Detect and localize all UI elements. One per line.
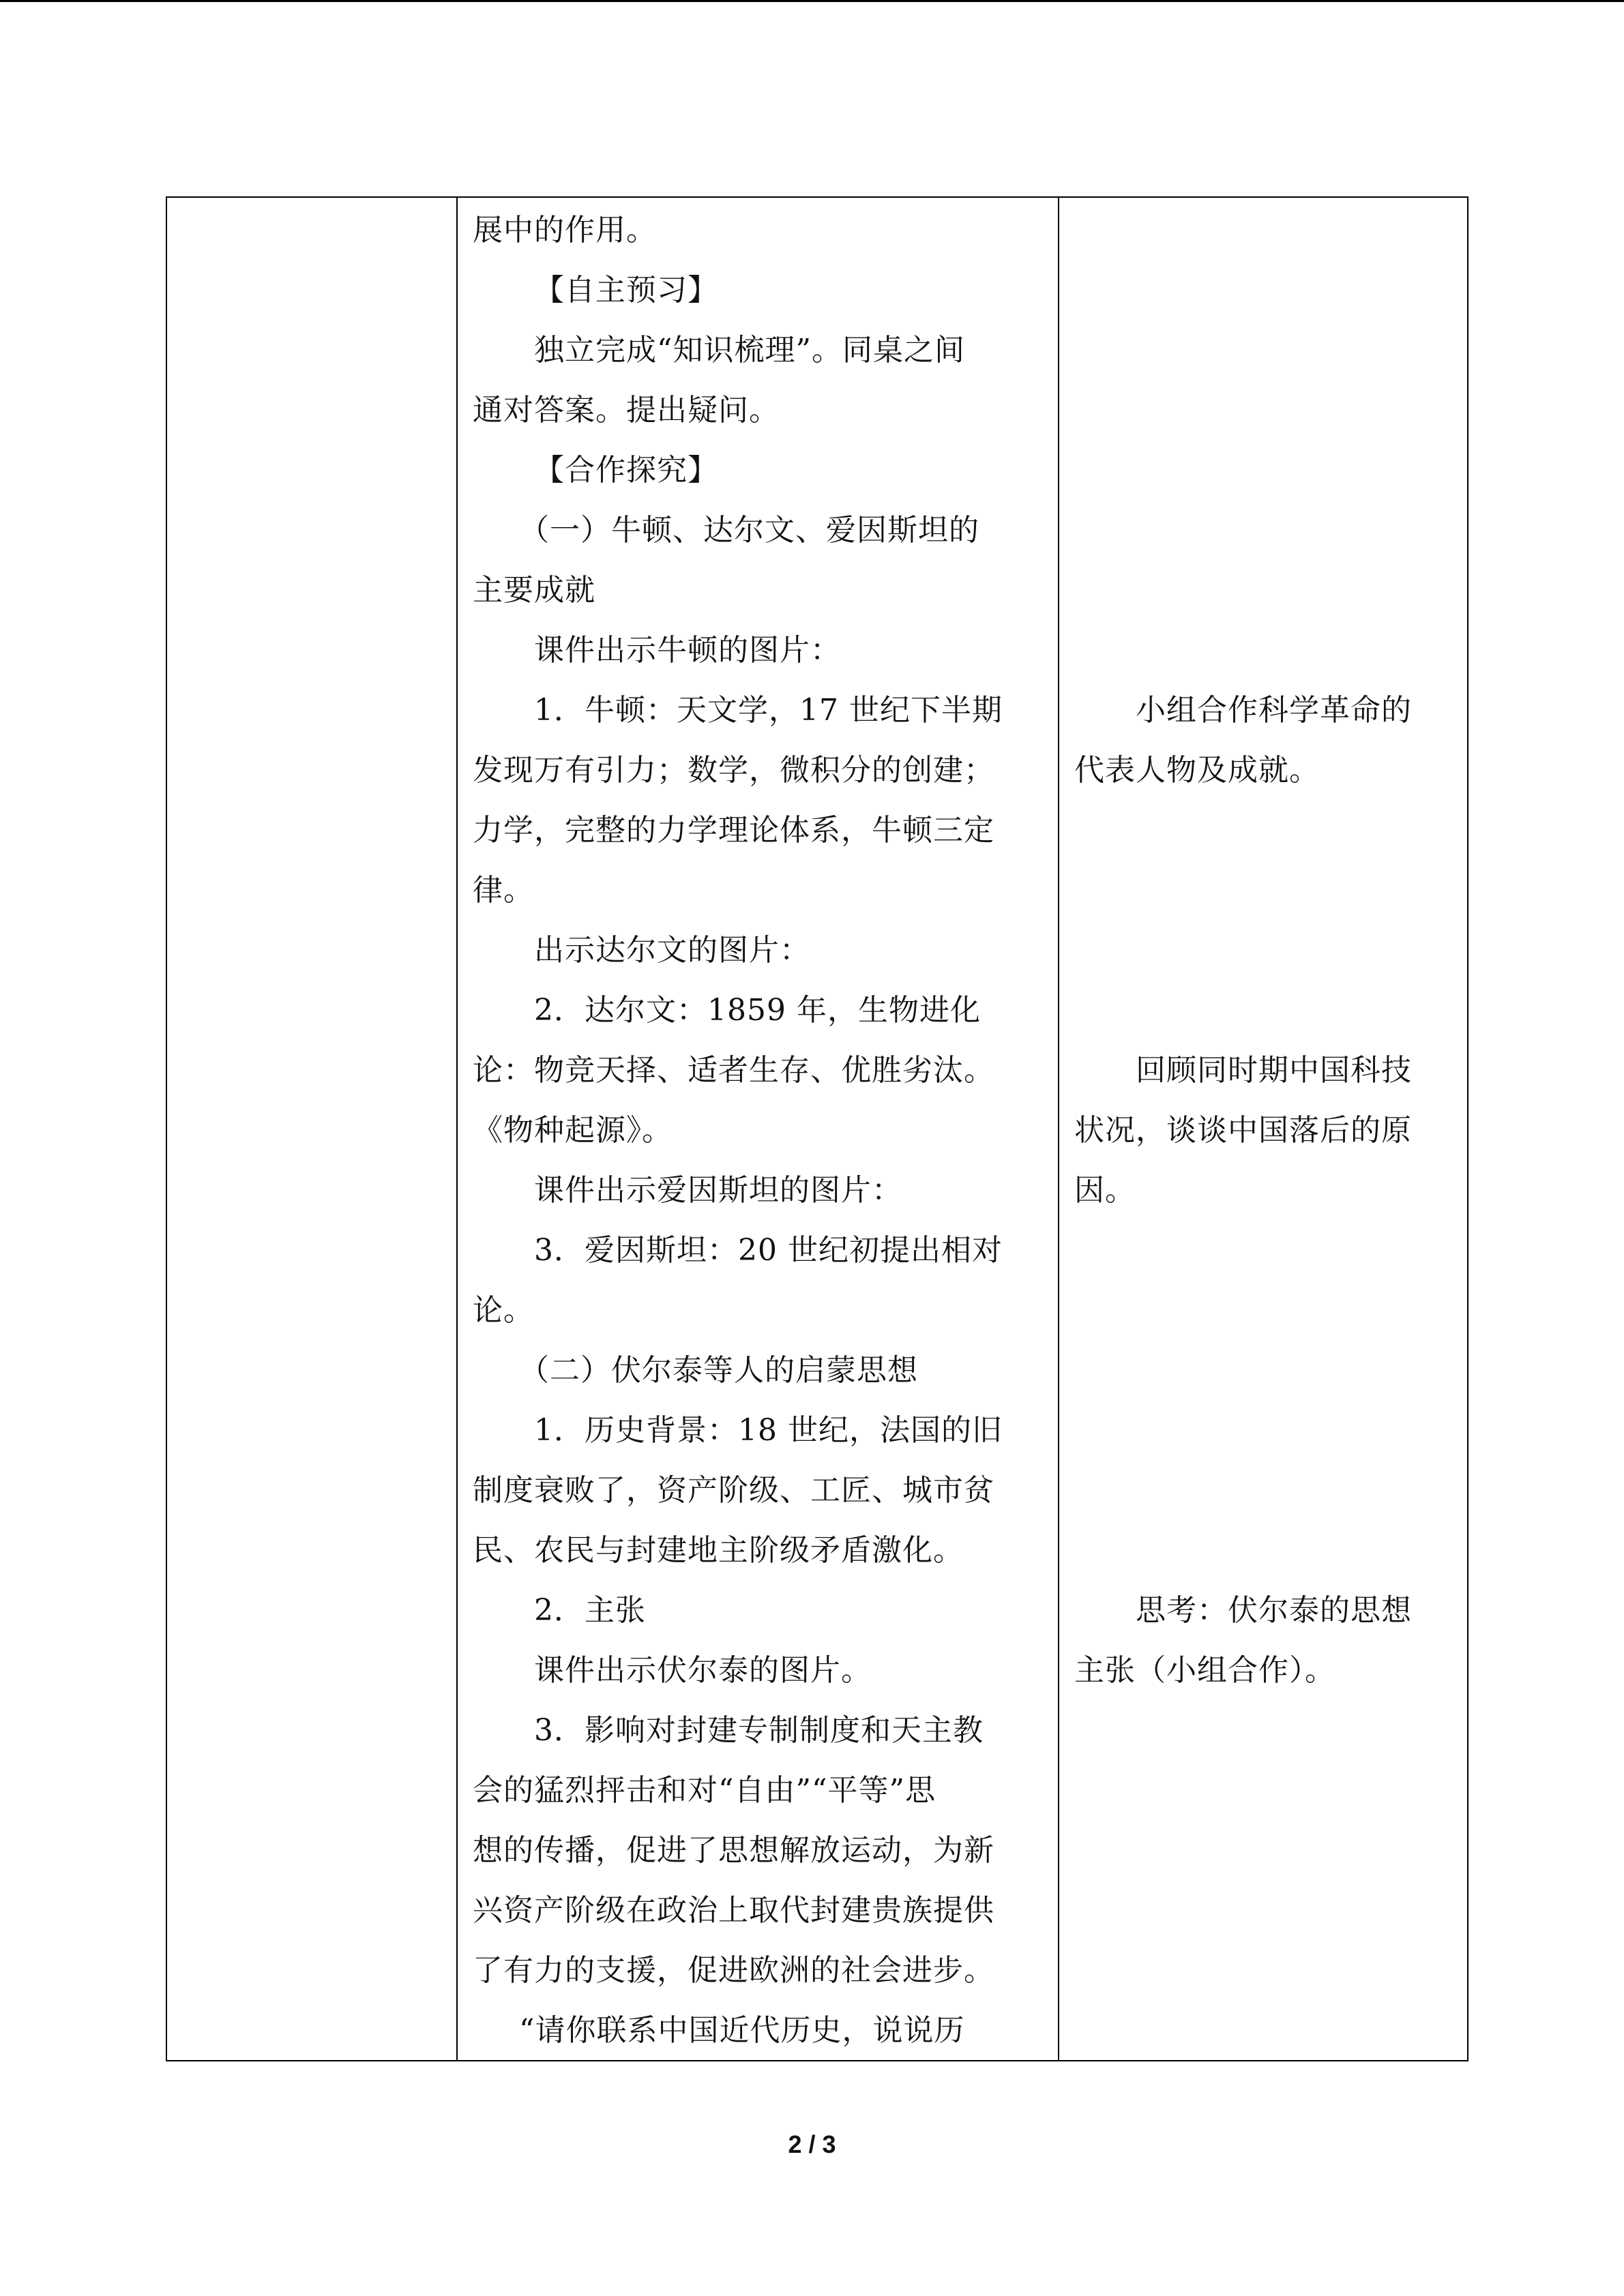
- top-border-line: [0, 0, 1624, 2]
- text-line: 发现万有引力；数学，微积分的创建；: [473, 753, 994, 788]
- text-line: 力学，完整的力学理论体系，牛顿三定: [473, 813, 994, 848]
- text-line: 2．达尔文：1859 年，生物进化: [534, 993, 981, 1028]
- subsection-heading-enlightenment: （二）伏尔泰等人的启蒙思想: [519, 1353, 918, 1388]
- lesson-plan-table: [166, 196, 1468, 2061]
- text-line: 制度衰败了，资产阶级、工匠、城市贫: [473, 1473, 994, 1508]
- text-line: 1．牛顿：天文学，17 世纪下半期: [534, 693, 1003, 728]
- text-line: 2．主张: [534, 1593, 646, 1628]
- section-heading-self-study: 【自主预习】: [534, 273, 718, 308]
- student-activity-cell: [1059, 197, 1468, 2061]
- text-line: 通对答案。提出疑问。: [473, 393, 780, 428]
- teaching-process-cell: [457, 197, 1059, 2061]
- text-line: 3．爱因斯坦：20 世纪初提出相对: [534, 1233, 1003, 1268]
- text-line: 展中的作用。: [473, 213, 657, 248]
- text-line: 想的传播，促进了思想解放运动，为新: [473, 1833, 994, 1868]
- text-line: 出示达尔文的图片：: [534, 933, 810, 968]
- text-line: 代表人物及成就。: [1074, 753, 1320, 788]
- text-line: 主要成就: [473, 573, 595, 608]
- text-line: 3．影响对封建专制制度和天主教: [534, 1713, 984, 1748]
- text-line: 兴资产阶级在政治上取代封建贵族提供: [473, 1893, 994, 1928]
- text-line: 课件出示爱因斯坦的图片：: [534, 1173, 902, 1208]
- table-row: [166, 197, 1468, 2061]
- text-line: 《物种起源》。: [473, 1113, 673, 1148]
- text-line: 小组合作科学革命的: [1136, 693, 1412, 728]
- page-number: 2 / 3: [788, 2130, 836, 2158]
- text-line: 主张（小组合作）。: [1074, 1653, 1335, 1688]
- text-line: 律。: [473, 873, 534, 908]
- text-line: 因。: [1074, 1173, 1136, 1208]
- section-heading-cooperation: 【合作探究】: [534, 453, 718, 488]
- text-line: 了有力的支援，促进欧洲的社会进步。: [473, 1953, 994, 1988]
- text-line: 思考：伏尔泰的思想: [1136, 1593, 1412, 1628]
- text-line: 回顾同时期中国科技: [1136, 1053, 1412, 1088]
- text-line: 会的猛烈抨击和对“自由”“平等”思: [473, 1773, 936, 1808]
- text-line: 1．历史背景：18 世纪，法国的旧: [534, 1413, 1003, 1448]
- text-line: 课件出示伏尔泰的图片。: [534, 1653, 872, 1688]
- text-line: “请你联系中国近代历史，说说历: [519, 2013, 965, 2048]
- subsection-heading-scientists: （一）牛顿、达尔文、爱因斯坦的: [519, 513, 979, 548]
- text-line: 课件出示牛顿的图片：: [534, 633, 841, 668]
- empty-left-cell: [166, 197, 457, 2061]
- text-line: 民、农民与封建地主阶级矛盾激化。: [473, 1533, 964, 1568]
- text-line: 论：物竞天择、适者生存、优胜劣汰。: [473, 1053, 994, 1088]
- text-line: 状况，谈谈中国落后的原: [1074, 1113, 1412, 1148]
- text-line: 独立完成“知识梳理”。同桌之间: [534, 333, 965, 368]
- text-line: 论。: [473, 1293, 534, 1328]
